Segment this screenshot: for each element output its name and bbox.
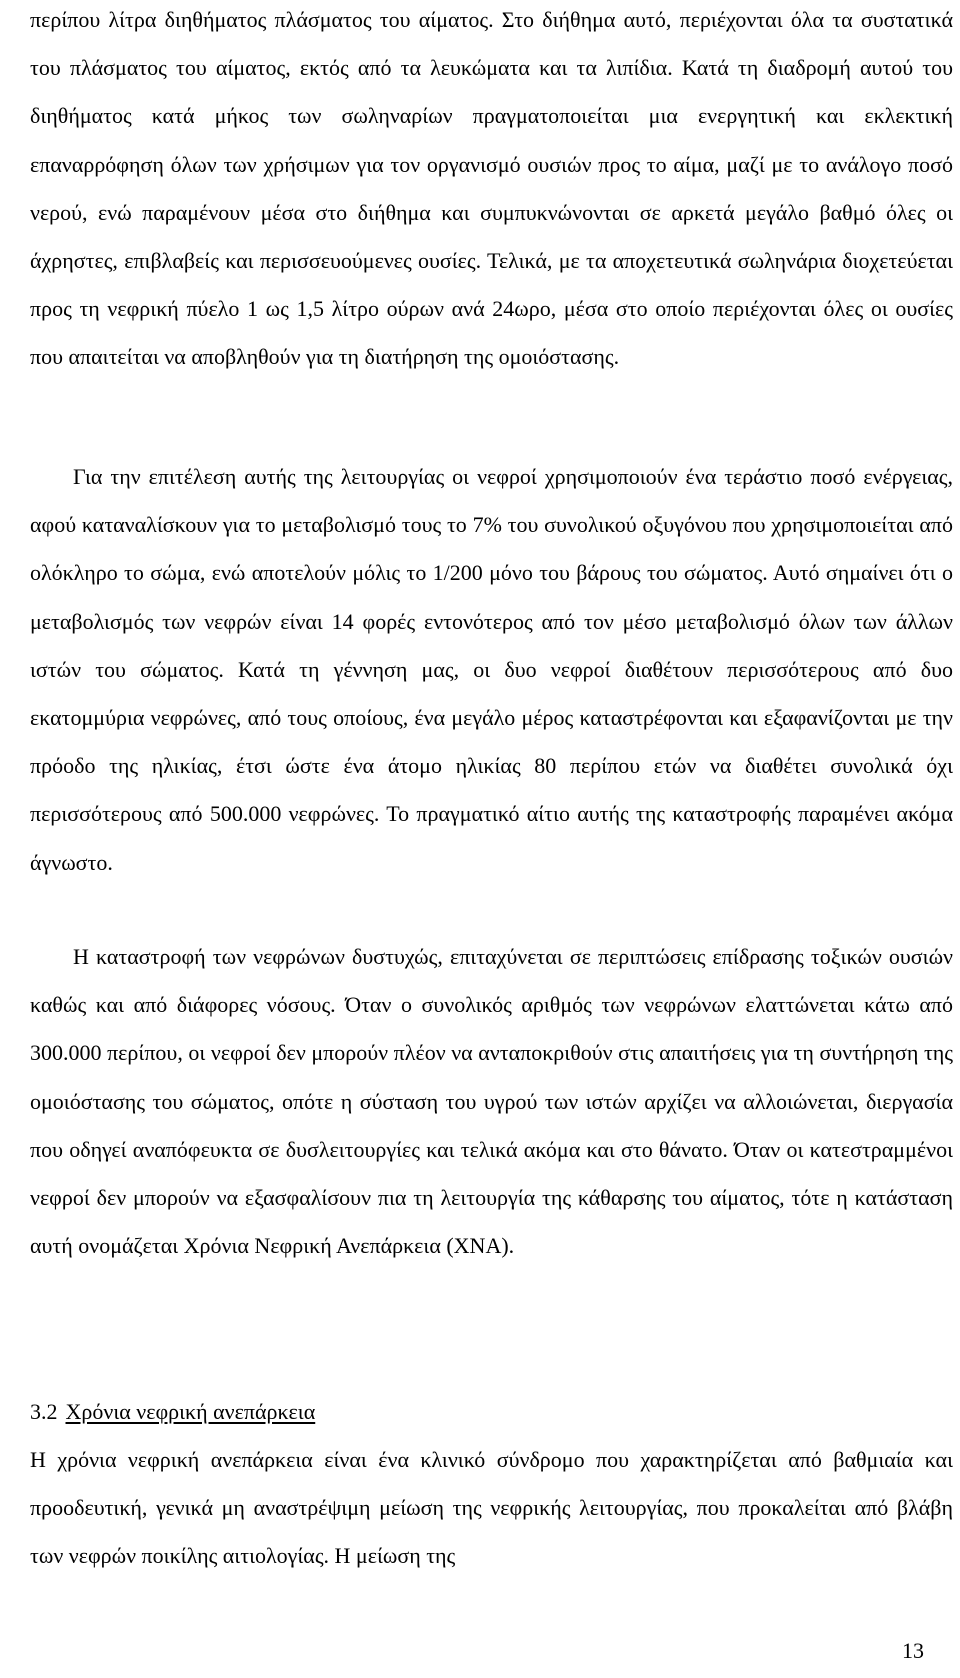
section-number: 3.2 <box>30 1399 58 1424</box>
section-heading <box>30 1388 315 1436</box>
section-title: Χρόνια νεφρική ανεπάρκεια <box>65 1399 316 1424</box>
section-body-paragraph: Η χρόνια νεφρική ανεπάρκεια είναι ένα κλινικό σύνδρομο που χαρακτηρίζεται από βαθμιαία και προοδευτική, γενικά μη αναστρέψιμη μείωση της νεφρικής λειτουργίας, που προκαλείται από βλάβη των νεφρών ποικίλης αιτιολογίας. Η μείωση της <box>30 1447 953 1569</box>
body-paragraph-energy: Για την επιτέλεση αυτής της λειτουργίας οι νεφροί χρησιμοποιούν ένα τεράστιο ποσό ενέργειας, αφού καταναλίσκουν για το μεταβολισμό τους το 7% του συνολικού οξυγόνου που χρησιμοποιείται από ολόκληρο το σώμα, ενώ αποτελούν μόλις το 1/200 μόνο του βάρους του σώματος. Αυτό σημαίνει ότι ο μεταβολισμός των νεφρών είναι 14 φορές εντονότερος από τον μέσο μεταβολισμό όλων των άλλων ιστών του σώματος. Κατά τη γέννηση μας, οι δυο νεφροί διαθέτουν περισσότερους από δυο εκατομμύρια νεφρώνες, από τους οποίους, ένα μεγάλο μέρος καταστρέφονται και εξαφανίζονται με την πρόοδο της ηλικίας, έτσι ώστε ένα άτομο ηλικίας 80 περίπου ετών να διαθέτει συνολικά όχι περισσότερους από 500.000 νεφρώνες. Το πραγματικό αίτιο αυτής της καταστροφής παραμένει ακόμα άγνωστο. <box>30 464 953 875</box>
body-paragraph-nephron-loss: Η καταστροφή των νεφρώνων δυστυχώς, επιταχύνεται σε περιπτώσεις επίδρασης τοξικών ουσιών καθώς και από διάφορες νόσους. Όταν ο συνολικός αριθμός των νεφρώνων ελαττώνεται κάτω από 300.000 περίπου, οι νεφροί δεν μπορούν πλέον να ανταποκριθούν στις απαιτήσεις για τη συντήρηση της ομοιόστασης του σώματος, οπότε η σύσταση του υγρού των ιστών αρχίζει να αλλοιώνεται, διεργασία που οδηγεί αναπόφευκτα σε δυσλειτουργίες και τελικά ακόμα και στο θάνατο. Όταν οι κατεστραμμένοι νεφροί δεν μπορούν να εξασφαλίσουν πια τη λειτουργία της κάθαρσης του αίματος, τότε η κατάσταση αυτή ονομάζεται Χρόνια Νεφρική Ανεπάρκεια (ΧΝΑ). <box>30 944 953 1259</box>
page-number: 13 <box>902 1638 924 1663</box>
body-paragraph-continued: περίπου λίτρα διηθήματος πλάσματος του αίματος. Στο διήθημα αυτό, περιέχονται όλα τα συστατικά του πλάσματος του αίματος, εκτός από τα λευκώματα και τα λιπίδια. Κατά τη διαδρομή αυτού του διηθήματος κατά μήκος των σωληναρίων πραγματοποιείται μια ενεργητική και εκλεκτική επαναρρόφηση όλων των χρήσιμων για τον οργανισμό ουσιών προς το αίμα, μαζί με το ανάλογο ποσό νερού, ενώ παραμένουν μέσα στο διήθημα και συμπυκνώνονται σε αρκετά μεγάλο βαθμό όλες οι άχρηστες, επιβλαβείς και περισσευούμενες ουσίες. Τελικά, με τα αποχετευτικά σωληνάρια διοχετεύεται προς τη νεφρική πύελο 1 ως 1,5 λίτρο ούρων ανά 24ωρο, μέσα στο οποίο περιέχονται όλες οι ουσίες που απαιτείται να αποβληθούν για τη διατήρηση της ομοιόστασης. <box>30 7 953 370</box>
